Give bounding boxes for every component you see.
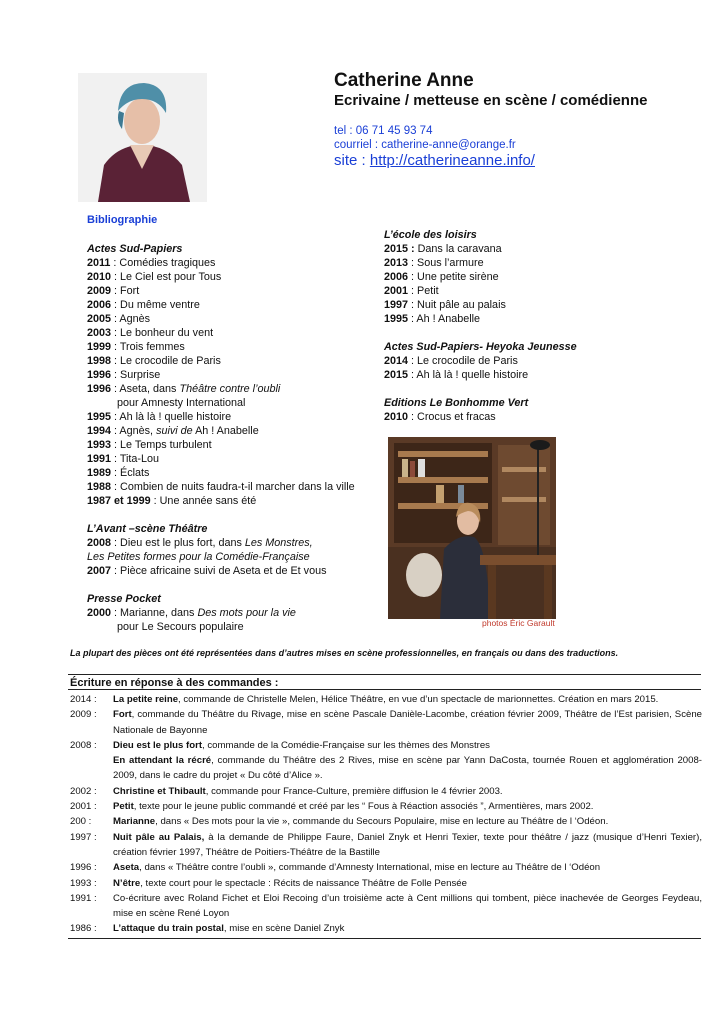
bibliography-title: Bibliographie: [87, 214, 158, 226]
entry-text: Marianne, dans « Des mots pour la vie », commande du Secours Populaire, mise en lecture au Théâtre de l ‘Odéon.: [113, 816, 609, 828]
list-item: 2000 : Marianne, dans Des mots pour la vie: [87, 607, 296, 619]
commissions-list: [70, 692, 702, 937]
bibliography-right-column: [384, 228, 577, 424]
list-item: 1996 : Surprise: [87, 369, 161, 381]
list-item: 2008 : Dieu est le plus fort, dans Les Monstres,: [87, 537, 313, 549]
list-item: 1997 : Nuit pâle au palais: [384, 299, 506, 311]
entry-year: 1991 :: [70, 892, 97, 904]
entry-text: Aseta, dans « Théâtre contre l’oubli », commande d’Amnesty International, mise en lecture au Théâtre de l ‘Odéon: [113, 862, 601, 874]
section-divider-top: [68, 674, 701, 675]
list-item: 2006 : Une petite sirène: [384, 271, 499, 283]
list-item: 2003 : Le bonheur du vent: [87, 327, 214, 339]
entry-text: Petit, texte pour le jeune public commandé et créé par les “ Fous à Réaction associés ”, Armentières, mars 2002.: [113, 801, 594, 813]
desk-photo: [388, 437, 556, 619]
commission-entry: [70, 891, 702, 922]
commission-entry: [70, 753, 702, 784]
list-item: 2011 : Comédies tragiques: [87, 257, 216, 269]
entry-text: Nuit pâle au Palais, à la demande de Philippe Faure, Daniel Znyk et Henri Texier, texte pour théâtre / jazz (musique d’Henri Texier), création février 1997, Théâtre de Poitiers-Théâtre de la Bastille: [113, 831, 702, 858]
list-item: 1991 : Tita-Lou: [87, 453, 160, 465]
entry-text: N’être, texte court pour le spectacle : Récits de naissance Théâtre de Folle Pensée: [113, 877, 467, 889]
list-item: 2007 : Pièce africaine suivi de Aseta et de Et vous: [87, 565, 327, 577]
entry-year: 2002 :: [70, 785, 97, 797]
list-item: 1996 : Aseta, dans Théâtre contre l’oubli: [87, 383, 281, 395]
publisher-heading: L’Avant –scène Théâtre: [87, 523, 208, 535]
commission-entry: [70, 784, 702, 799]
entry-text: Christine et Thibault, commande pour France-Culture, première diffusion le 4 février 2003.: [113, 785, 503, 797]
commission-entry: [70, 692, 702, 707]
entry-year: 1997 :: [70, 831, 97, 843]
publisher-heading: Actes Sud-Papiers: [87, 243, 183, 255]
entry-year: 2008 :: [70, 739, 97, 751]
commissions-title: Écriture en réponse à des commandes :: [70, 677, 279, 689]
commission-entry: [70, 814, 702, 829]
website-link[interactable]: http://catherineanne.info/: [369, 152, 535, 169]
photo-credit: photos Éric Garault: [482, 618, 555, 628]
list-item-continued: pour Le Secours populaire: [117, 621, 244, 633]
entry-year: 1996 :: [70, 862, 97, 874]
section-divider-bottom: [68, 938, 701, 939]
entry-year: 200 :: [70, 816, 92, 828]
entry-year: 2014 :: [70, 694, 97, 705]
list-item: 2014 : Le crocodile de Paris: [384, 355, 518, 367]
entry-year: 2009 :: [70, 709, 97, 721]
publisher-heading: L’école des loisirs: [384, 229, 477, 241]
person-role: Ecrivaine / metteuse en scène / comédienne: [334, 92, 648, 109]
list-item-continued: pour Amnesty International: [117, 397, 246, 409]
portrait-photo: [78, 73, 207, 202]
list-item: 1998 : Le crocodile de Paris: [87, 355, 221, 367]
entry-text: Fort, commande du Théâtre du Rivage, mise en scène Pascale Danièle-Lacombe, création février 2009, Théâtre de l’Est parisien, Scène Nationale de Bayonne: [113, 709, 702, 736]
performance-note: La plupart des pièces ont été représentées dans d’autres mises en scène professionnelles, en français ou dans des traductions.: [70, 648, 619, 658]
list-item: 1995 : Ah là là ! quelle histoire: [87, 411, 232, 423]
list-item: 2013 : Sous l’armure: [384, 257, 484, 269]
list-item: 2006 : Du même ventre: [87, 299, 200, 311]
list-item: 1993 : Le Temps turbulent: [87, 439, 212, 451]
entry-year: 1986 :: [70, 923, 97, 935]
commission-entry: [70, 830, 702, 861]
entry-text: L’attaque du train postal, mise en scène Daniel Znyk: [113, 923, 345, 935]
person-name: Catherine Anne: [334, 70, 474, 91]
list-item: 2010 : Le Ciel est pour Tous: [87, 271, 222, 283]
entry-year: [70, 753, 113, 784]
list-item: 2005 : Agnès: [87, 313, 151, 325]
site-label: site :: [334, 152, 370, 169]
bibliography-left-column: [87, 242, 355, 634]
list-item: 1988 : Combien de nuits faudra-t-il marcher dans la ville: [87, 481, 355, 493]
list-item: 1989 : Éclats: [87, 467, 150, 479]
section-divider-title: [68, 689, 701, 690]
commission-entry: [70, 860, 702, 875]
list-item: 2015 : Dans la caravana: [384, 243, 502, 255]
commission-entry: [70, 876, 702, 891]
list-item: 2010 : Crocus et fracas: [384, 411, 496, 423]
phone-line: tel : 06 71 45 93 74: [334, 125, 433, 137]
entry-year: 1993 :: [70, 877, 97, 889]
entry-text: Co-écriture avec Roland Fichet et Eloi Recoing d’un troisième acte à Cent millions qui tombent, pièce inachevée de Georges Feydeau, mise en scène René Loyon: [113, 892, 702, 920]
entry-year: 2001 :: [70, 801, 97, 813]
entry-text: La petite reine, commande de Christelle Melen, Hélice Théâtre, en vue d’un spectacle de marionnettes. Création en mars 2015.: [113, 694, 659, 705]
publisher-heading: Actes Sud-Papiers- Heyoka Jeunesse: [384, 341, 577, 353]
list-item-continued: Les Petites formes pour la Comédie-Française: [87, 551, 310, 563]
list-item: 1995 : Ah ! Anabelle: [384, 313, 481, 325]
list-item: 2001 : Petit: [384, 285, 439, 297]
list-item: 2015 : Ah là là ! quelle histoire: [384, 369, 529, 381]
commission-entry: [70, 799, 702, 814]
commission-entry: [70, 921, 702, 936]
email-line: courriel : catherine-anne@orange.fr: [334, 139, 516, 151]
entry-text: Dieu est le plus fort, commande de la Comédie-Française sur les thèmes des Monstres: [113, 739, 490, 751]
commission-entry: [70, 738, 702, 753]
list-item: 1994 : Agnès, suivi de Ah ! Anabelle: [87, 425, 259, 437]
list-item: 2009 : Fort: [87, 285, 140, 297]
publisher-heading: Presse Pocket: [87, 593, 161, 605]
commission-entry: [70, 707, 702, 738]
publisher-heading: Editions Le Bonhomme Vert: [384, 397, 529, 409]
list-item: 1987 et 1999 : Une année sans été: [87, 495, 257, 507]
list-item: 1999 : Trois femmes: [87, 341, 185, 353]
website-line: [334, 152, 535, 169]
entry-text: En attendant la récré, commande du Théâtre des 2 Rives, mise en scène par Yann DaCosta, tournée Rouen et agglomération 2008-2009, dans le cadre du projet « Du côté d’Alice ».: [113, 755, 702, 782]
